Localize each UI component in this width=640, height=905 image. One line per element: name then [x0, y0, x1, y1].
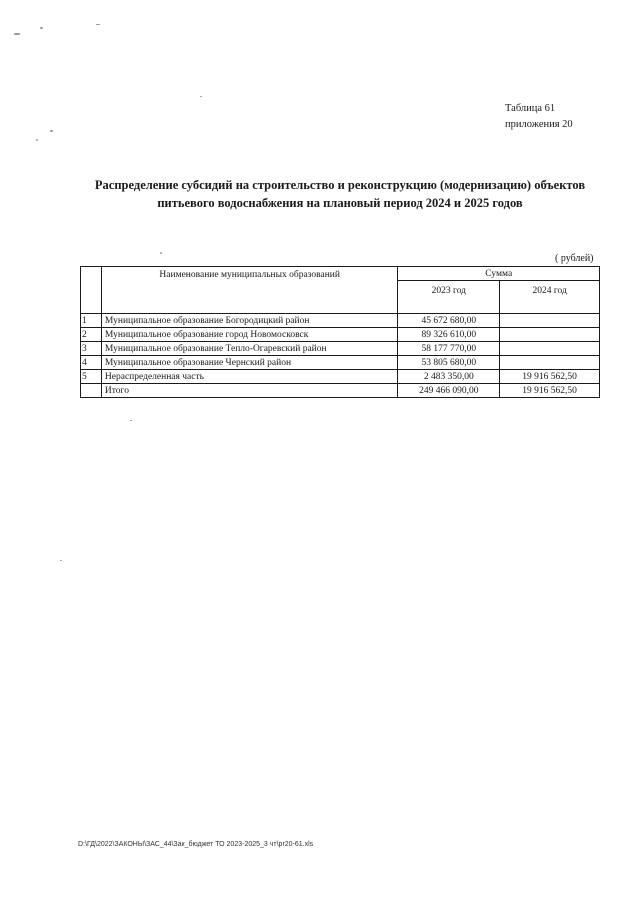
scan-speck	[96, 24, 100, 25]
total-label: Итого	[101, 384, 398, 398]
row-name: Муниципальное образование город Новомосковск	[101, 328, 398, 342]
header-num-cell	[81, 267, 102, 314]
table-row	[81, 370, 600, 384]
row-sum-2023: 2 483 350,00	[398, 370, 500, 384]
row-num: 4	[81, 356, 102, 370]
table-row	[81, 356, 600, 370]
row-sum-2023: 89 326 610,00	[398, 328, 500, 342]
row-num: 5	[81, 370, 102, 384]
scan-speck	[36, 139, 38, 141]
row-num: 1	[81, 314, 102, 328]
scan-speck	[160, 252, 162, 254]
table-number: Таблица 61	[505, 103, 556, 114]
row-sum-2024	[500, 314, 600, 328]
header-year-2023: 2023 год	[398, 281, 500, 314]
table-header-row	[81, 267, 600, 281]
scan-speck	[50, 130, 53, 132]
subsidy-table	[80, 266, 600, 398]
total-num	[81, 384, 102, 398]
file-path-footer: D:\ГД\2022\ЗАКОНЫ\ЗАС_44\Зак_бюджет ТО 2023-2025_3 чт\pr20-61.xls	[78, 841, 314, 848]
title-line-2: питьевого водоснабжения на плановый период 2024 и 2025 годов	[157, 196, 523, 210]
title-line-1: Распределение субсидий на строительство и реконструкцию (модернизацию) объектов	[94, 178, 586, 192]
row-sum-2023: 45 672 680,00	[398, 314, 500, 328]
header-sum-cell: Сумма	[398, 267, 600, 281]
header-name-cell: Наименование муниципальных образований	[101, 267, 398, 314]
row-name: Муниципальное образование Тепло-Огаревский район	[101, 342, 398, 356]
row-sum-2023: 53 805 680,00	[398, 356, 500, 370]
row-num: 3	[81, 342, 102, 356]
row-name: Муниципальное образование Богородицкий район	[101, 314, 398, 328]
table-row	[81, 342, 600, 356]
table-row	[81, 314, 600, 328]
scan-speck	[60, 560, 62, 561]
row-num: 2	[81, 328, 102, 342]
total-sum-2024: 19 916 562,50	[500, 384, 600, 398]
header-year-2024: 2024 год	[500, 281, 600, 314]
table-reference	[505, 101, 573, 133]
table-row	[81, 328, 600, 342]
appendix-number: приложения 20	[505, 119, 573, 130]
row-sum-2024	[500, 342, 600, 356]
row-name: Муниципальное образование Чернский район	[101, 356, 398, 370]
total-sum-2023: 249 466 090,00	[398, 384, 500, 398]
scan-speck	[40, 27, 43, 29]
unit-label: ( рублей)	[555, 253, 594, 264]
scan-speck	[130, 420, 132, 421]
row-sum-2024: 19 916 562,50	[500, 370, 600, 384]
table-total-row	[81, 384, 600, 398]
document-title	[70, 176, 610, 212]
scan-speck	[200, 96, 202, 97]
scan-speck	[14, 33, 20, 35]
row-sum-2024	[500, 356, 600, 370]
row-sum-2023: 58 177 770,00	[398, 342, 500, 356]
row-sum-2024	[500, 328, 600, 342]
row-name: Нераспределенная часть	[101, 370, 398, 384]
